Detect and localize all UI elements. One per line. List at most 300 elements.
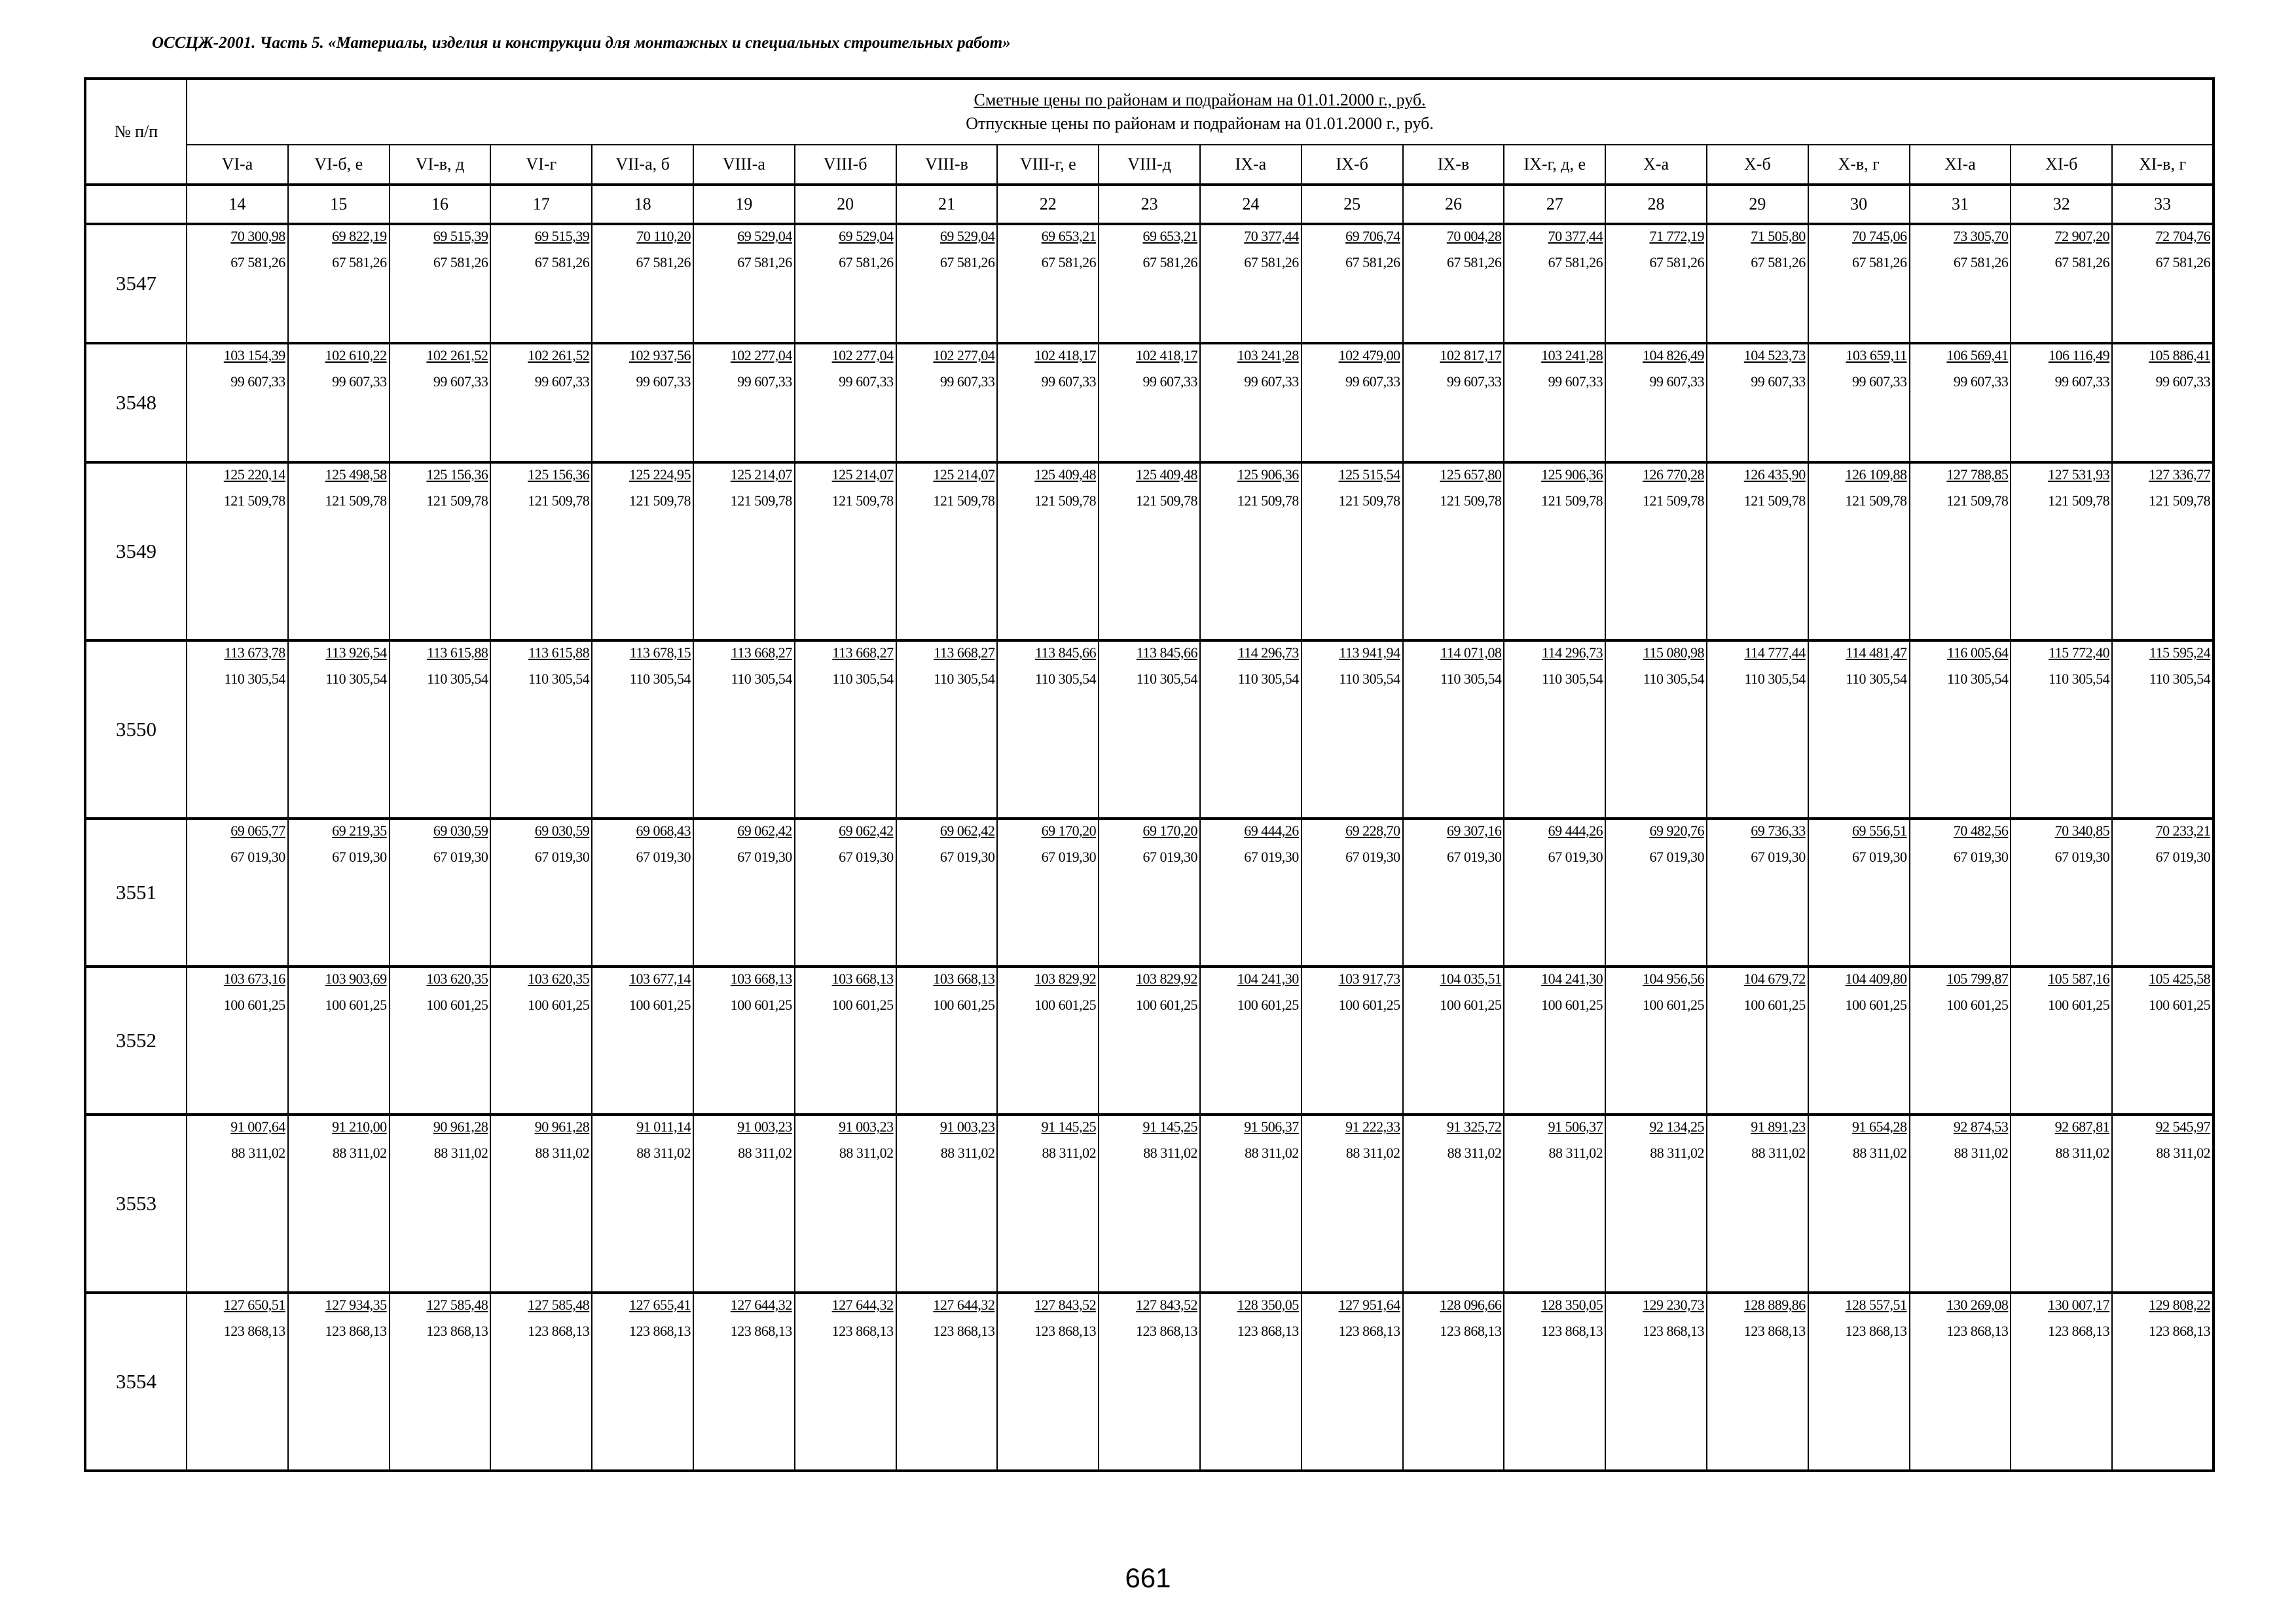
estimate-price: 71 505,80 (1751, 228, 1806, 244)
region-header: VI-г (490, 145, 592, 185)
column-number-cell: 32 (2011, 185, 2112, 224)
release-price: 99 607,33 (1852, 373, 1907, 390)
release-price: 110 305,54 (1440, 671, 1502, 687)
price-cell (1403, 1115, 1504, 1293)
estimate-price: 125 657,80 (1440, 466, 1502, 483)
release-price: 110 305,54 (1846, 671, 1907, 687)
release-price: 121 509,78 (1845, 492, 1907, 509)
estimate-price: 103 241,28 (1237, 347, 1299, 363)
estimate-price: 105 886,41 (2149, 347, 2211, 363)
estimate-price: 102 937,56 (629, 347, 691, 363)
release-price: 67 019,30 (1041, 849, 1097, 865)
price-cell (1504, 1115, 1605, 1293)
price-cell (1910, 462, 2011, 640)
price-cell (1302, 224, 1403, 343)
price-cell (1707, 224, 1808, 343)
estimate-price: 69 529,04 (939, 228, 995, 244)
estimate-price: 91 003,23 (839, 1118, 894, 1135)
release-price: 67 019,30 (1446, 849, 1502, 865)
release-price: 123 868,13 (1237, 1323, 1299, 1339)
price-cell (1099, 1293, 1200, 1471)
price-cell (1200, 462, 1302, 640)
release-price: 121 509,78 (1338, 492, 1400, 509)
estimate-price: 103 668,13 (831, 970, 894, 987)
price-cell (490, 1115, 592, 1293)
release-price: 99 607,33 (332, 373, 387, 390)
estimate-price: 106 569,41 (1946, 347, 2009, 363)
estimate-price: 125 220,14 (223, 466, 285, 483)
price-cell (1200, 1115, 1302, 1293)
price-cell (1099, 343, 1200, 462)
release-price: 99 607,33 (2054, 373, 2110, 390)
price-cell (490, 819, 592, 967)
estimate-price: 102 261,52 (528, 347, 590, 363)
release-price: 88 311,02 (2156, 1145, 2211, 1161)
estimate-price: 91 003,23 (939, 1118, 995, 1135)
page-number: 661 (1125, 1562, 1171, 1593)
release-price: 110 305,54 (1237, 671, 1299, 687)
estimate-price: 69 062,42 (737, 822, 792, 839)
estimate-price: 105 799,87 (1946, 970, 2009, 987)
estimate-price: 127 934,35 (325, 1297, 387, 1313)
price-cell (187, 462, 288, 640)
release-price: 121 509,78 (1541, 492, 1603, 509)
estimate-price: 106 116,49 (2048, 347, 2110, 363)
price-cell (795, 967, 896, 1115)
estimate-price: 125 515,54 (1338, 466, 1400, 483)
price-cell (1707, 819, 1808, 967)
price-cell (1504, 224, 1605, 343)
estimate-price: 125 156,36 (528, 466, 590, 483)
release-price: 110 305,54 (2048, 671, 2110, 687)
estimate-price: 127 655,41 (629, 1297, 691, 1313)
table-body (85, 224, 2214, 1471)
price-cell (1707, 967, 1808, 1115)
price-cell (490, 967, 592, 1115)
release-price: 123 868,13 (730, 1323, 792, 1339)
column-number-cell: 24 (1200, 185, 1302, 224)
price-cell (2011, 1115, 2112, 1293)
price-cell (1605, 967, 1707, 1115)
release-price: 100 601,25 (426, 997, 488, 1013)
release-price: 88 311,02 (839, 1145, 894, 1161)
estimate-price: 91 654,28 (1852, 1118, 1907, 1135)
release-price: 67 581,26 (1548, 254, 1603, 270)
estimate-price: 125 498,58 (325, 466, 387, 483)
estimate-price: 125 214,07 (730, 466, 792, 483)
release-price: 67 019,30 (534, 849, 590, 865)
estimate-price: 130 269,08 (1946, 1297, 2009, 1313)
price-cell (1605, 1293, 1707, 1471)
price-cell (1808, 462, 1910, 640)
region-header: X-б (1707, 145, 1808, 185)
price-cell (490, 1293, 592, 1471)
price-cell (2112, 819, 2214, 967)
estimate-price: 92 545,97 (2155, 1118, 2211, 1135)
estimate-price: 127 585,48 (426, 1297, 488, 1313)
price-cell (896, 1115, 998, 1293)
price-cell (693, 640, 795, 819)
release-price: 110 305,54 (1339, 671, 1400, 687)
estimate-price: 69 529,04 (737, 228, 792, 244)
price-cell (1707, 1115, 1808, 1293)
release-price: 67 581,26 (1446, 254, 1502, 270)
row-number: 3552 (85, 967, 187, 1115)
price-cell (490, 343, 592, 462)
release-price: 123 868,13 (629, 1323, 691, 1339)
estimate-price: 130 007,17 (2048, 1297, 2110, 1313)
table-row (85, 1293, 2214, 1471)
estimate-price: 91 325,72 (1446, 1118, 1502, 1135)
estimate-price: 102 277,04 (730, 347, 792, 363)
release-price: 121 509,78 (223, 492, 285, 509)
table-row (85, 462, 2214, 640)
release-price: 100 601,25 (1237, 997, 1299, 1013)
price-cell (1707, 1293, 1808, 1471)
release-price: 88 311,02 (1852, 1145, 1907, 1161)
price-cell (288, 224, 390, 343)
estimate-price: 102 261,52 (426, 347, 488, 363)
estimate-price: 70 377,44 (1548, 228, 1603, 244)
release-price: 67 019,30 (737, 849, 792, 865)
estimate-price: 113 615,88 (528, 644, 590, 661)
release-price: 67 019,30 (1244, 849, 1299, 865)
column-number-cell: 21 (896, 185, 998, 224)
row-number: 3550 (85, 640, 187, 819)
release-price: 110 305,54 (1136, 671, 1197, 687)
release-price: 110 305,54 (629, 671, 691, 687)
release-price: 67 581,26 (636, 254, 691, 270)
price-cell (997, 967, 1099, 1115)
release-price: 67 019,30 (839, 849, 894, 865)
release-price: 100 601,25 (2149, 997, 2211, 1013)
release-price: 121 509,78 (1642, 492, 1704, 509)
price-cell (2112, 343, 2214, 462)
estimate-price: 127 788,85 (1946, 466, 2009, 483)
estimate-price: 125 906,36 (1237, 466, 1299, 483)
release-price: 99 607,33 (1244, 373, 1299, 390)
column-number-cell (85, 185, 187, 224)
estimate-price: 113 673,78 (224, 644, 285, 661)
estimate-price: 104 409,80 (1845, 970, 1907, 987)
price-cell (288, 1115, 390, 1293)
release-price: 88 311,02 (636, 1145, 691, 1161)
estimate-price: 127 644,32 (933, 1297, 995, 1313)
release-price: 121 509,78 (1034, 492, 1097, 509)
release-price: 123 868,13 (325, 1323, 387, 1339)
price-cell (1504, 819, 1605, 967)
price-cell (1808, 343, 1910, 462)
estimate-price: 103 829,92 (1034, 970, 1097, 987)
price-cell (490, 640, 592, 819)
release-price: 67 581,26 (1345, 254, 1400, 270)
estimate-price: 116 005,64 (1947, 644, 2009, 661)
price-cell (1302, 1293, 1403, 1471)
release-price: 100 601,25 (1440, 997, 1502, 1013)
estimate-price: 103 241,28 (1541, 347, 1603, 363)
release-price: 123 868,13 (528, 1323, 590, 1339)
estimate-price: 127 650,51 (223, 1297, 285, 1313)
release-price: 110 305,54 (2149, 671, 2211, 687)
price-cell (795, 1115, 896, 1293)
release-price: 99 607,33 (939, 373, 995, 390)
release-price: 123 868,13 (1440, 1323, 1502, 1339)
estimate-price: 91 145,25 (1041, 1118, 1097, 1135)
row-number: 3548 (85, 343, 187, 462)
estimate-price: 105 425,58 (2149, 970, 2211, 987)
price-cell (896, 343, 998, 462)
price-cell (1910, 343, 2011, 462)
estimate-price: 70 377,44 (1244, 228, 1299, 244)
row-number: 3551 (85, 819, 187, 967)
price-cell (896, 640, 998, 819)
column-number-cell: 22 (997, 185, 1099, 224)
price-cell (1910, 640, 2011, 819)
price-cell (2112, 1115, 2214, 1293)
estimate-price: 126 770,28 (1642, 466, 1704, 483)
release-price: 67 581,26 (839, 254, 894, 270)
release-price: 123 868,13 (1541, 1323, 1603, 1339)
price-cell (1808, 1115, 1910, 1293)
estimate-price: 125 214,07 (933, 466, 995, 483)
region-header: IX-а (1200, 145, 1302, 185)
price-cell (390, 819, 491, 967)
price-cell (592, 1293, 693, 1471)
price-cell (1302, 819, 1403, 967)
region-header: XI-а (1910, 145, 2011, 185)
estimate-price: 103 917,73 (1338, 970, 1400, 987)
release-price: 99 607,33 (1953, 373, 2009, 390)
release-price: 88 311,02 (535, 1145, 590, 1161)
estimate-price: 69 065,77 (230, 822, 285, 839)
release-price: 110 305,54 (1947, 671, 2009, 687)
table-row (85, 640, 2214, 819)
estimate-price: 70 110,20 (636, 228, 691, 244)
price-cell (2011, 967, 2112, 1115)
release-price: 99 607,33 (433, 373, 488, 390)
estimate-price: 115 080,98 (1643, 644, 1704, 661)
estimate-price: 113 668,27 (832, 644, 894, 661)
price-cell (490, 462, 592, 640)
release-price: 88 311,02 (332, 1145, 387, 1161)
price-cell (1808, 224, 1910, 343)
release-price: 67 581,26 (332, 254, 387, 270)
estimate-price: 128 889,86 (1743, 1297, 1806, 1313)
release-price: 100 601,25 (629, 997, 691, 1013)
column-number-cell: 14 (187, 185, 288, 224)
estimate-price: 113 668,27 (731, 644, 792, 661)
estimate-price: 103 154,39 (223, 347, 285, 363)
estimate-price: 69 062,42 (839, 822, 894, 839)
release-price: 67 581,26 (1649, 254, 1704, 270)
region-header: X-в, г (1808, 145, 1910, 185)
release-price: 88 311,02 (1650, 1145, 1704, 1161)
price-cell (592, 819, 693, 967)
estimate-price: 70 004,28 (1446, 228, 1502, 244)
estimate-price: 113 845,66 (1136, 644, 1197, 661)
price-cell (1302, 640, 1403, 819)
price-cell (187, 967, 288, 1115)
price-cell (1099, 224, 1200, 343)
release-price: 100 601,25 (1034, 997, 1097, 1013)
price-cell (1504, 1293, 1605, 1471)
release-price: 100 601,25 (528, 997, 590, 1013)
price-cell (693, 462, 795, 640)
column-number-cell: 18 (592, 185, 693, 224)
estimate-price: 104 035,51 (1440, 970, 1502, 987)
release-price: 67 019,30 (1751, 849, 1806, 865)
estimate-price: 129 808,22 (2149, 1297, 2211, 1313)
release-price: 99 607,33 (1548, 373, 1603, 390)
release-price: 110 305,54 (934, 671, 995, 687)
release-price: 110 305,54 (1643, 671, 1704, 687)
price-cell (1403, 343, 1504, 462)
release-price: 123 868,13 (933, 1323, 995, 1339)
price-cell (896, 819, 998, 967)
estimate-price: 103 677,14 (629, 970, 691, 987)
estimate-price: 103 659,11 (1846, 347, 1907, 363)
region-header: VI-а (187, 145, 288, 185)
release-price: 67 581,26 (534, 254, 590, 270)
region-header: VIII-в (896, 145, 998, 185)
release-price: 121 509,78 (730, 492, 792, 509)
release-price: 121 509,78 (426, 492, 488, 509)
release-price: 88 311,02 (1954, 1145, 2009, 1161)
price-cell (1099, 967, 1200, 1115)
price-cell (592, 343, 693, 462)
price-table (84, 77, 2215, 1472)
release-price: 99 607,33 (839, 373, 894, 390)
estimate-price: 69 529,04 (839, 228, 894, 244)
region-header: XI-б (2011, 145, 2112, 185)
release-price: 123 868,13 (1338, 1323, 1400, 1339)
price-cell (390, 1115, 491, 1293)
price-cell (2112, 1293, 2214, 1471)
price-cell (1504, 343, 1605, 462)
price-cell (187, 224, 288, 343)
estimate-price: 69 736,33 (1751, 822, 1806, 839)
release-price: 99 607,33 (737, 373, 792, 390)
price-cell (187, 640, 288, 819)
estimate-price: 114 481,47 (1846, 644, 1907, 661)
price-cell (693, 1293, 795, 1471)
release-price: 99 607,33 (636, 373, 691, 390)
release-price: 67 581,26 (737, 254, 792, 270)
release-price: 100 601,25 (730, 997, 792, 1013)
price-cell (997, 224, 1099, 343)
estimate-price: 128 557,51 (1845, 1297, 1907, 1313)
price-cell (1605, 224, 1707, 343)
release-price: 88 311,02 (1245, 1145, 1299, 1161)
estimate-price: 104 241,30 (1237, 970, 1299, 987)
price-cell (997, 640, 1099, 819)
price-cell (1099, 1115, 1200, 1293)
estimate-price: 69 653,21 (1142, 228, 1197, 244)
price-cell (2011, 224, 2112, 343)
region-header: IX-г, д, е (1504, 145, 1605, 185)
row-number: 3553 (85, 1115, 187, 1293)
row-number: 3547 (85, 224, 187, 343)
price-cell (1403, 224, 1504, 343)
price-cell (592, 224, 693, 343)
price-cell (592, 640, 693, 819)
price-cell (693, 819, 795, 967)
price-cell (1605, 1115, 1707, 1293)
price-cell (1707, 640, 1808, 819)
estimate-price: 70 300,98 (230, 228, 285, 244)
estimate-price: 113 668,27 (934, 644, 995, 661)
price-cell (1403, 967, 1504, 1115)
release-price: 67 581,26 (1142, 254, 1197, 270)
release-price: 123 868,13 (1743, 1323, 1806, 1339)
estimate-price: 127 843,52 (1034, 1297, 1097, 1313)
release-price: 88 311,02 (1042, 1145, 1097, 1161)
price-cell (1099, 819, 1200, 967)
estimate-price: 91 007,64 (230, 1118, 285, 1135)
release-price: 88 311,02 (738, 1145, 792, 1161)
price-cell (2011, 1293, 2112, 1471)
price-cell (1910, 1293, 2011, 1471)
release-price: 67 581,26 (1751, 254, 1806, 270)
release-price: 121 509,78 (2149, 492, 2211, 509)
estimate-price: 90 961,28 (534, 1118, 590, 1135)
column-number-cell: 20 (795, 185, 896, 224)
release-price: 67 019,30 (1649, 849, 1704, 865)
row-number: 3549 (85, 462, 187, 640)
price-cell (1808, 819, 1910, 967)
release-price: 67 581,26 (1041, 254, 1097, 270)
release-price: 110 305,54 (1744, 671, 1806, 687)
release-price: 100 601,25 (933, 997, 995, 1013)
price-cell (390, 343, 491, 462)
price-cell (1403, 462, 1504, 640)
price-cell (997, 343, 1099, 462)
estimate-price: 127 951,64 (1338, 1297, 1400, 1313)
estimate-price: 69 228,70 (1345, 822, 1400, 839)
region-header: X-а (1605, 145, 1707, 185)
table-title-header (187, 79, 2214, 145)
release-price: 88 311,02 (433, 1145, 488, 1161)
price-cell (390, 967, 491, 1115)
price-cell (592, 1115, 693, 1293)
price-cell (1910, 967, 2011, 1115)
estimate-price: 128 096,66 (1440, 1297, 1502, 1313)
release-price: 100 601,25 (2048, 997, 2110, 1013)
release-price: 67 019,30 (1953, 849, 2009, 865)
estimate-price: 114 777,44 (1744, 644, 1806, 661)
release-price: 67 019,30 (230, 849, 285, 865)
estimate-price: 90 961,28 (433, 1118, 488, 1135)
price-cell (187, 1115, 288, 1293)
estimate-price: 103 673,16 (223, 970, 285, 987)
column-number-cell: 17 (490, 185, 592, 224)
price-cell (896, 967, 998, 1115)
estimate-price: 69 556,51 (1852, 822, 1907, 839)
price-cell (1707, 343, 1808, 462)
estimate-price: 69 068,43 (636, 822, 691, 839)
release-price: 99 607,33 (534, 373, 590, 390)
estimate-price: 125 214,07 (831, 466, 894, 483)
price-cell (288, 1293, 390, 1471)
price-cell (795, 819, 896, 967)
release-price: 110 305,54 (1034, 671, 1097, 687)
release-price: 67 019,30 (332, 849, 387, 865)
estimate-price: 127 531,93 (2048, 466, 2110, 483)
release-price: 123 868,13 (2149, 1323, 2211, 1339)
estimate-price: 69 219,35 (332, 822, 387, 839)
price-cell (592, 462, 693, 640)
price-cell (997, 1115, 1099, 1293)
